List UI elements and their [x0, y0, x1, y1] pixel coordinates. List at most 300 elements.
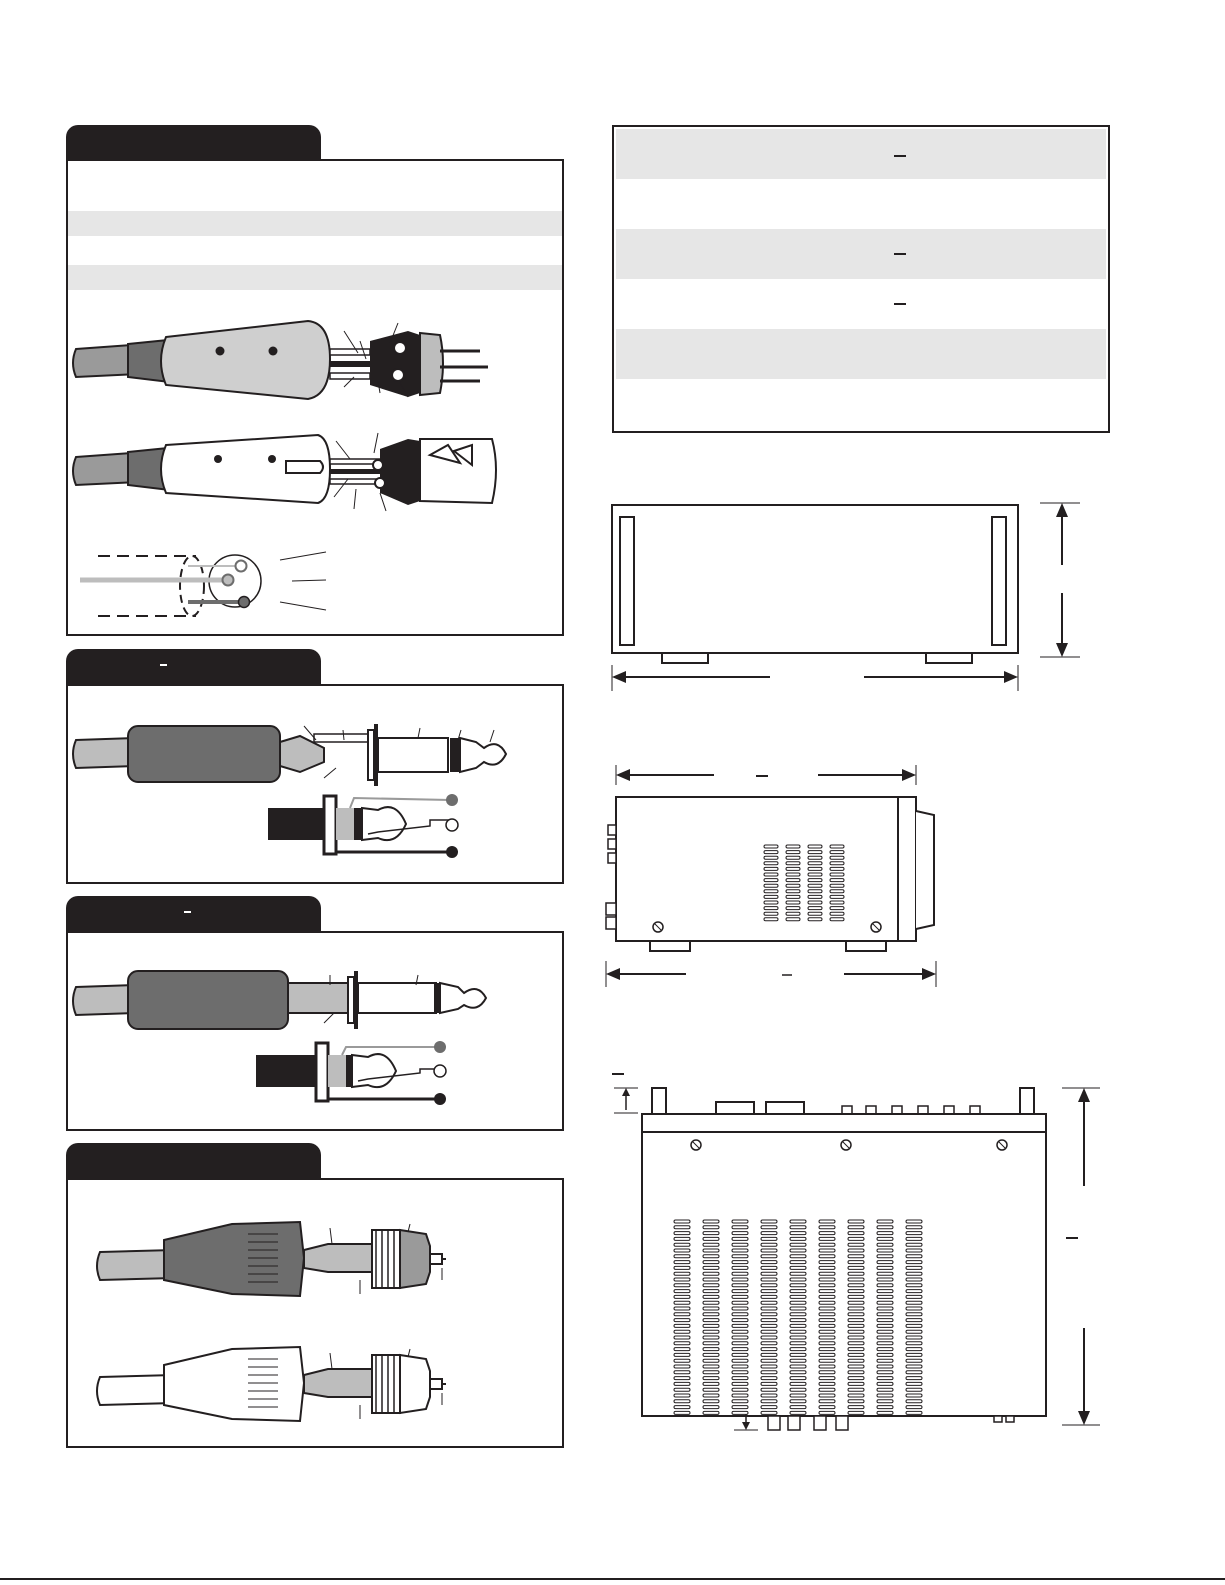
vent-slot — [906, 1400, 922, 1403]
vent-slot — [808, 895, 822, 898]
vent-slot — [732, 1232, 748, 1235]
vent-slot — [848, 1388, 864, 1391]
vent-slot — [877, 1290, 893, 1293]
vent-slot — [790, 1278, 806, 1281]
vent-slot — [848, 1266, 864, 1269]
vent-slot — [732, 1284, 748, 1287]
vent-slot — [790, 1359, 806, 1362]
vent-slot — [732, 1353, 748, 1356]
vent-slot — [848, 1272, 864, 1275]
vent-slot — [848, 1406, 864, 1409]
vent-slot — [761, 1411, 777, 1414]
vent-slot — [674, 1388, 690, 1391]
vent-slot — [703, 1359, 719, 1362]
vent-slot — [830, 873, 844, 876]
vent-slot — [761, 1278, 777, 1281]
vent-slot — [732, 1295, 748, 1298]
vent-slot — [877, 1394, 893, 1397]
vent-slot — [877, 1406, 893, 1409]
vent-slot — [819, 1243, 835, 1246]
vent-slot — [732, 1365, 748, 1368]
vent-slot — [761, 1295, 777, 1298]
vent-slot — [906, 1365, 922, 1368]
vent-slot — [786, 884, 800, 887]
vent-slot — [674, 1394, 690, 1397]
vent-slot — [906, 1371, 922, 1374]
vent-slot — [732, 1313, 748, 1316]
vent-slot — [848, 1336, 864, 1339]
vent-slot — [819, 1307, 835, 1310]
vent-slot — [877, 1220, 893, 1223]
vent-slot — [877, 1278, 893, 1281]
vent-slot — [674, 1261, 690, 1264]
vent-slot — [674, 1348, 690, 1351]
vent-slot — [761, 1272, 777, 1275]
vent-slot — [764, 845, 778, 848]
spec-dash — [894, 253, 906, 255]
ts-tab-dash — [184, 911, 191, 913]
vent-slot — [761, 1394, 777, 1397]
vent-slot — [761, 1353, 777, 1356]
vent-slot — [703, 1255, 719, 1258]
vent-slot — [808, 901, 822, 904]
vent-slot — [848, 1324, 864, 1327]
vent-slot — [790, 1382, 806, 1385]
vent-slot — [819, 1255, 835, 1258]
vent-slot — [674, 1237, 690, 1240]
vent-slot — [790, 1394, 806, 1397]
vent-slot — [674, 1359, 690, 1362]
vent-slot — [764, 884, 778, 887]
vent-slot — [877, 1307, 893, 1310]
vent-slot — [703, 1249, 719, 1252]
trs-schematic-icon — [68, 788, 562, 883]
vent-slot — [877, 1388, 893, 1391]
vent-slot — [790, 1255, 806, 1258]
vent-slot — [732, 1348, 748, 1351]
specifications-table — [612, 125, 1110, 433]
vent-slot — [674, 1330, 690, 1333]
vent-slot — [790, 1266, 806, 1269]
vent-slot — [761, 1261, 777, 1264]
vent-slot — [790, 1243, 806, 1246]
vent-slot — [877, 1284, 893, 1287]
vent-slot — [819, 1377, 835, 1380]
trs-tab-dash — [160, 664, 167, 666]
vent-slot — [848, 1319, 864, 1322]
vent-slot — [848, 1400, 864, 1403]
vent-slot — [808, 845, 822, 848]
vent-slot — [703, 1319, 719, 1322]
vent-slot — [819, 1324, 835, 1327]
vent-slot — [906, 1307, 922, 1310]
vent-slot — [786, 879, 800, 882]
vent-slot — [848, 1261, 864, 1264]
vent-slot — [848, 1232, 864, 1235]
vent-slot — [790, 1330, 806, 1333]
vent-slot — [674, 1400, 690, 1403]
vent-slot — [877, 1348, 893, 1351]
vent-slot — [790, 1336, 806, 1339]
vent-slot — [674, 1313, 690, 1316]
vent-slot — [674, 1406, 690, 1409]
vent-slot — [761, 1388, 777, 1391]
vent-slot — [848, 1307, 864, 1310]
vent-slot — [703, 1295, 719, 1298]
vent-slot — [703, 1353, 719, 1356]
vent-slot — [906, 1313, 922, 1316]
vent-slot — [761, 1249, 777, 1252]
ts-panel-tab — [66, 896, 321, 932]
vent-slot — [674, 1295, 690, 1298]
vent-slot — [761, 1232, 777, 1235]
vent-slot — [764, 890, 778, 893]
ts-plug-icon — [68, 953, 562, 1038]
vent-slot — [761, 1336, 777, 1339]
vent-slot — [819, 1220, 835, 1223]
vent-slot — [786, 845, 800, 848]
vent-slot — [761, 1400, 777, 1403]
vent-slot — [761, 1365, 777, 1368]
vent-slot — [790, 1313, 806, 1316]
vent-slot — [830, 856, 844, 859]
vent-slot — [732, 1330, 748, 1333]
vent-slot — [906, 1266, 922, 1269]
vent-slot — [674, 1243, 690, 1246]
vent-slot — [819, 1342, 835, 1345]
vent-slot — [906, 1348, 922, 1351]
vent-slot — [790, 1301, 806, 1304]
vent-slot — [761, 1313, 777, 1316]
vent-slot — [808, 862, 822, 865]
vent-slot — [819, 1411, 835, 1414]
vent-slot — [761, 1371, 777, 1374]
vent-slot — [786, 912, 800, 915]
vent-slot — [703, 1406, 719, 1409]
vent-slot — [790, 1220, 806, 1223]
vent-slot — [761, 1324, 777, 1327]
vent-slot — [808, 907, 822, 910]
vent-slot — [790, 1290, 806, 1293]
vent-slot — [830, 884, 844, 887]
vent-slot — [848, 1301, 864, 1304]
vent-slot — [703, 1284, 719, 1287]
vent-slot — [674, 1226, 690, 1229]
vent-slot — [703, 1382, 719, 1385]
vent-slot — [786, 890, 800, 893]
vent-slot — [808, 873, 822, 876]
vent-slot — [674, 1249, 690, 1252]
vent-slot — [761, 1348, 777, 1351]
vent-slot — [819, 1278, 835, 1281]
vent-slot — [674, 1342, 690, 1345]
vent-slot — [830, 862, 844, 865]
vent-slot — [819, 1295, 835, 1298]
vent-slot — [906, 1226, 922, 1229]
vent-slot — [761, 1307, 777, 1310]
vent-slot — [906, 1377, 922, 1380]
spec-dash — [894, 303, 906, 305]
vent-slot — [674, 1324, 690, 1327]
vent-slot — [674, 1255, 690, 1258]
trs-plug-icon — [68, 706, 562, 791]
xlr-info-row — [68, 211, 562, 236]
vent-slot — [786, 873, 800, 876]
vent-slot — [906, 1406, 922, 1409]
vent-slot — [732, 1336, 748, 1339]
spec-row — [616, 329, 1106, 379]
vent-slot — [761, 1382, 777, 1385]
vent-slot — [848, 1353, 864, 1356]
vent-slot — [819, 1330, 835, 1333]
vent-slot — [786, 901, 800, 904]
amplifier-front-view-drawing — [600, 495, 1120, 695]
vent-slot — [761, 1220, 777, 1223]
trs-panel — [66, 684, 564, 884]
vent-slot — [848, 1226, 864, 1229]
vent-slot — [906, 1330, 922, 1333]
vent-slot — [819, 1261, 835, 1264]
vent-slot — [703, 1411, 719, 1414]
vent-slot — [848, 1365, 864, 1368]
vent-slot — [732, 1307, 748, 1310]
vent-slot — [764, 873, 778, 876]
vent-slot — [848, 1255, 864, 1258]
vent-slot — [703, 1232, 719, 1235]
vent-slot — [761, 1290, 777, 1293]
vent-slot — [790, 1249, 806, 1252]
vent-slot — [764, 912, 778, 915]
vent-slot — [906, 1336, 922, 1339]
vent-slot — [790, 1295, 806, 1298]
vent-slot — [848, 1377, 864, 1380]
vent-slot — [877, 1377, 893, 1380]
vent-slot — [906, 1324, 922, 1327]
vent-slot — [848, 1348, 864, 1351]
vent-slot — [732, 1266, 748, 1269]
ts-schematic-icon — [68, 1035, 562, 1125]
vent-slot — [819, 1319, 835, 1322]
vent-slot — [848, 1359, 864, 1362]
vent-slot — [819, 1400, 835, 1403]
vent-slot — [761, 1255, 777, 1258]
vent-slot — [732, 1324, 748, 1327]
vent-slot — [761, 1377, 777, 1380]
vent-slot — [786, 851, 800, 854]
vent-slot — [703, 1377, 719, 1380]
vent-slot — [674, 1377, 690, 1380]
vent-slot — [732, 1371, 748, 1374]
vent-slot — [877, 1324, 893, 1327]
vent-slot — [830, 907, 844, 910]
spec-row — [616, 179, 1106, 229]
vent-slot — [877, 1411, 893, 1414]
vent-slot — [790, 1406, 806, 1409]
vent-slot — [819, 1353, 835, 1356]
vent-slot — [761, 1266, 777, 1269]
vent-slot — [830, 895, 844, 898]
vent-slot — [761, 1226, 777, 1229]
vent-slot — [732, 1255, 748, 1258]
vent-slot — [761, 1342, 777, 1345]
vent-slot — [848, 1295, 864, 1298]
vent-slot — [830, 879, 844, 882]
vent-slot — [703, 1290, 719, 1293]
vent-slot — [830, 912, 844, 915]
vent-slot — [877, 1255, 893, 1258]
vent-slot — [732, 1382, 748, 1385]
vent-slot — [877, 1301, 893, 1304]
vent-slot — [703, 1226, 719, 1229]
amplifier-top-view-drawing — [600, 1058, 1120, 1448]
vent-slot — [703, 1301, 719, 1304]
vent-slot — [906, 1261, 922, 1264]
vent-slot — [732, 1388, 748, 1391]
vent-slot — [703, 1266, 719, 1269]
vent-slot — [819, 1313, 835, 1316]
vent-slot — [786, 862, 800, 865]
vent-slot — [790, 1319, 806, 1322]
vent-slot — [808, 912, 822, 915]
vent-slot — [808, 856, 822, 859]
vent-slot — [906, 1243, 922, 1246]
vent-slot — [877, 1365, 893, 1368]
vent-slot — [732, 1272, 748, 1275]
vent-slot — [819, 1284, 835, 1287]
vent-slot — [674, 1290, 690, 1293]
vent-slot — [674, 1365, 690, 1368]
vent-slot — [732, 1394, 748, 1397]
vent-slot — [790, 1237, 806, 1240]
rca-panel — [66, 1178, 564, 1448]
vent-slot — [877, 1330, 893, 1333]
vent-slot — [906, 1237, 922, 1240]
vent-slot — [830, 901, 844, 904]
vent-slot — [761, 1359, 777, 1362]
vent-slot — [786, 867, 800, 870]
vent-slot — [808, 851, 822, 854]
vent-slot — [819, 1388, 835, 1391]
vent-slot — [761, 1406, 777, 1409]
vent-slot — [790, 1365, 806, 1368]
vent-slot — [786, 856, 800, 859]
vent-slot — [674, 1220, 690, 1223]
rca-plug-light-icon — [68, 1335, 562, 1435]
vent-slot — [906, 1284, 922, 1287]
vent-slot — [674, 1272, 690, 1275]
vent-slot — [819, 1406, 835, 1409]
vent-slot — [830, 890, 844, 893]
vent-slot — [819, 1365, 835, 1368]
vent-slot — [761, 1237, 777, 1240]
vent-slot — [906, 1220, 922, 1223]
vent-slot — [906, 1342, 922, 1345]
vent-slot — [764, 901, 778, 904]
vent-slot — [761, 1319, 777, 1322]
vent-slot — [877, 1359, 893, 1362]
vent-slot — [703, 1342, 719, 1345]
vent-slot — [674, 1307, 690, 1310]
vent-slot — [732, 1342, 748, 1345]
vent-slot — [764, 867, 778, 870]
vent-slot — [732, 1278, 748, 1281]
vent-slot — [703, 1261, 719, 1264]
vent-slot — [790, 1226, 806, 1229]
vent-slot — [819, 1336, 835, 1339]
vent-slot — [674, 1336, 690, 1339]
spec-dash — [894, 155, 906, 157]
vent-slot — [732, 1243, 748, 1246]
page-bottom-rule — [0, 1578, 1225, 1580]
vent-slot — [808, 918, 822, 921]
xlr-panel-tab — [66, 125, 321, 161]
vent-slot — [877, 1353, 893, 1356]
vent-slot — [877, 1237, 893, 1240]
vent-slot — [703, 1307, 719, 1310]
rca-plug-dark-icon — [68, 1210, 562, 1310]
vent-slot — [764, 856, 778, 859]
vent-slot — [830, 845, 844, 848]
vent-slot — [877, 1272, 893, 1275]
vent-slot — [808, 890, 822, 893]
vent-slot — [848, 1290, 864, 1293]
xlr-pin-schematic-icon — [68, 536, 562, 631]
vent-slot — [830, 851, 844, 854]
vent-slot — [877, 1336, 893, 1339]
vent-slot — [848, 1342, 864, 1345]
vent-slot — [790, 1400, 806, 1403]
vent-slot — [848, 1243, 864, 1246]
vent-slot — [877, 1266, 893, 1269]
vent-slot — [906, 1272, 922, 1275]
vent-slot — [877, 1295, 893, 1298]
vent-slot — [703, 1388, 719, 1391]
vent-slot — [848, 1394, 864, 1397]
vent-slot — [790, 1348, 806, 1351]
xlr-female-connector-icon — [68, 429, 562, 519]
vent-slot — [761, 1243, 777, 1246]
vent-slot — [819, 1301, 835, 1304]
vent-slot — [761, 1301, 777, 1304]
vent-slot — [906, 1301, 922, 1304]
vent-slot — [703, 1394, 719, 1397]
spec-row — [616, 279, 1106, 329]
vent-slot — [877, 1371, 893, 1374]
vent-slot — [764, 907, 778, 910]
vent-slot — [674, 1266, 690, 1269]
vent-slot — [732, 1261, 748, 1264]
vent-slot — [906, 1249, 922, 1252]
vent-slot — [819, 1266, 835, 1269]
vent-slot — [732, 1301, 748, 1304]
vent-slot — [732, 1359, 748, 1362]
vent-slot — [732, 1406, 748, 1409]
vent-slot — [786, 918, 800, 921]
vent-slot — [703, 1324, 719, 1327]
vent-slot — [819, 1232, 835, 1235]
vent-slot — [761, 1330, 777, 1333]
vent-slot — [790, 1272, 806, 1275]
vent-slot — [764, 895, 778, 898]
vent-slot — [877, 1313, 893, 1316]
vent-slot — [906, 1295, 922, 1298]
vent-slot — [790, 1307, 806, 1310]
vent-slot — [674, 1411, 690, 1414]
vent-slot — [732, 1220, 748, 1223]
spec-row — [616, 229, 1106, 279]
vent-slot — [819, 1394, 835, 1397]
vent-slot — [830, 867, 844, 870]
